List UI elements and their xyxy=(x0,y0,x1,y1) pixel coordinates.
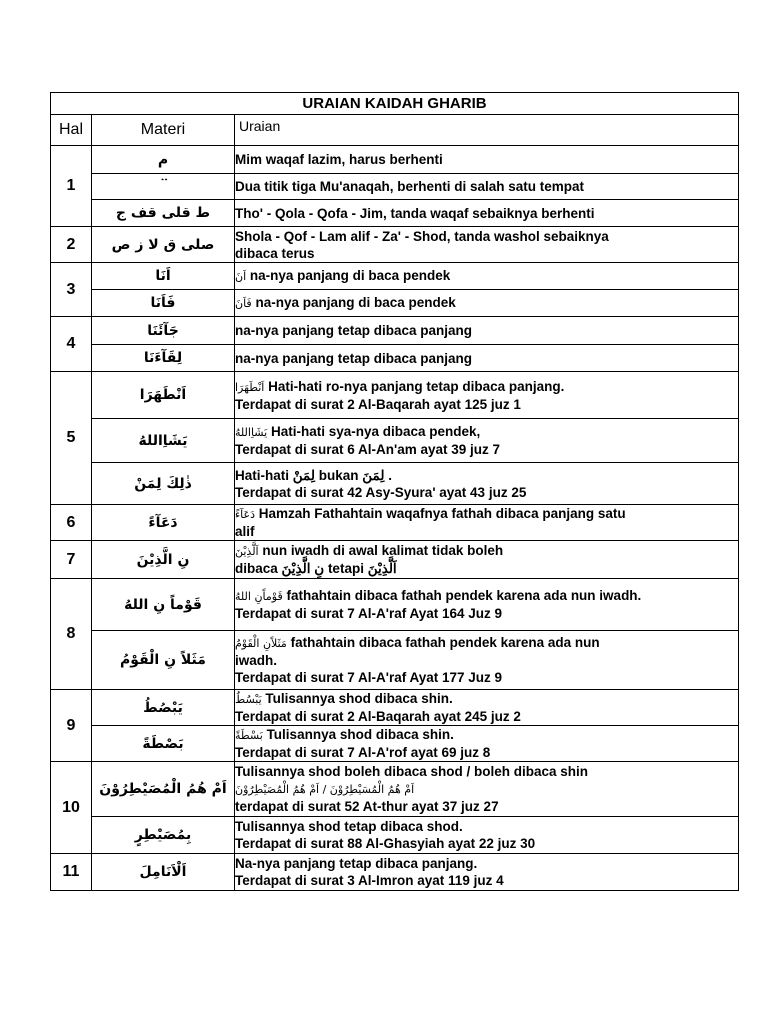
uraian-line xyxy=(235,855,738,872)
uraian-line xyxy=(235,228,738,245)
uraian-text: na-nya panjang tetap dibaca panjang xyxy=(235,323,473,338)
uraian-text: Terdapat di surat 6 Al-An'am ayat 39 juz 7 xyxy=(235,442,501,457)
uraian-line xyxy=(235,378,738,396)
uraian-cell xyxy=(235,200,739,227)
uraian-text: iwadh. xyxy=(235,653,278,668)
uraian-arabic: اَنَ xyxy=(235,270,247,283)
uraian-line xyxy=(235,560,738,577)
uraian-text: Shola - Qof - Lam alif - Za' - Shod, tanda washol sebaiknya xyxy=(235,228,609,244)
uraian-cell xyxy=(235,317,739,345)
uraian-text: dibaca terus xyxy=(235,245,315,261)
materi-arabic: بِمُصَيْطِرٍ xyxy=(92,817,235,854)
uraian-cell xyxy=(235,174,739,200)
uraian-cell xyxy=(235,726,739,762)
uraian-cell xyxy=(235,345,739,372)
uraian-cell xyxy=(235,227,739,263)
uraian-text: Tulisannya shod tetap dibaca shod. xyxy=(235,819,463,834)
hal-number: 4 xyxy=(51,317,92,372)
uraian-arabic: اَمْ هُمُ الْمُسَيْطِرُوْنَ / اَمْ هُمُ الْمُصَيْطِرُوْنَ xyxy=(235,783,415,796)
table-row xyxy=(51,317,739,345)
table-row xyxy=(51,505,739,541)
uraian-line xyxy=(235,605,738,622)
uraian-line xyxy=(235,763,738,780)
table-row xyxy=(51,690,739,726)
table-row xyxy=(51,817,739,854)
uraian-cell xyxy=(235,263,739,290)
uraian-line xyxy=(235,151,738,168)
uraian-text: Terdapat di surat 42 Asy-Syura' ayat 43 juz 25 xyxy=(235,484,527,500)
uraian-line xyxy=(235,523,738,540)
uraian-line xyxy=(235,205,738,222)
materi-arabic: اَلْاَنَامِلَ xyxy=(92,854,235,891)
materi-arabic: اَنْطَهَرَا xyxy=(92,372,235,419)
uraian-cell xyxy=(235,372,739,419)
uraian-cell xyxy=(235,762,739,817)
uraian-text: Tulisannya shod boleh dibaca shod / boleh dibaca shin xyxy=(235,764,589,779)
uraian-arabic: دَعَآءً xyxy=(235,508,255,521)
uraian-text: Tulisannya shod dibaca shin. xyxy=(265,691,453,706)
materi-arabic: يَبْصُطُ xyxy=(92,690,235,726)
uraian-text: Tulisannya shod dibaca shin. xyxy=(266,727,454,742)
uraian-line xyxy=(235,467,738,484)
uraian-line xyxy=(235,690,738,708)
uraian-text: Hamzah Fathahtain waqafnya fathah dibaca panjang satu xyxy=(258,506,626,521)
materi-arabic: اَمْ هُمُ الْمُصَيْطِرُوْنَ xyxy=(92,762,235,817)
materi-arabic: قَوْماً نِ اللهُ xyxy=(92,579,235,631)
table-row xyxy=(51,631,739,690)
uraian-text: Mim waqaf lazim, harus berhenti xyxy=(235,152,443,167)
uraian-cell xyxy=(235,690,739,726)
table-row xyxy=(51,174,739,200)
materi-arabic: فَاَنَا xyxy=(92,290,235,317)
header-materi: Materi xyxy=(92,115,235,146)
uraian-line xyxy=(235,423,738,441)
uraian-line xyxy=(235,872,738,889)
uraian-line xyxy=(235,726,738,744)
uraian-text: fathahtain dibaca fathah pendek karena ada nun xyxy=(290,635,600,650)
uraian-text: Na-nya panjang tetap dibaca panjang. xyxy=(235,856,478,871)
uraian-line xyxy=(235,322,738,339)
table-row xyxy=(51,579,739,631)
materi-arabic: يَشَاِاللهُ xyxy=(92,419,235,463)
uraian-text: na-nya panjang tetap dibaca panjang xyxy=(235,350,473,366)
hal-number: 7 xyxy=(51,541,92,579)
materi-arabic: نِ الَّذِيْنَ xyxy=(92,541,235,579)
uraian-line xyxy=(235,178,738,195)
table-row xyxy=(51,146,739,174)
uraian-text: na-nya panjang di baca pendek xyxy=(249,268,451,283)
uraian-line xyxy=(235,484,738,501)
uraian-text: Terdapat di surat 2 Al-Baqarah ayat 245 juz 2 xyxy=(235,709,521,724)
uraian-cell xyxy=(235,579,739,631)
uraian-line xyxy=(235,652,738,669)
uraian-line xyxy=(235,634,738,652)
uraian-cell xyxy=(235,146,739,174)
table-row xyxy=(51,726,739,762)
uraian-line xyxy=(235,744,738,761)
table-row xyxy=(51,227,739,263)
uraian-line xyxy=(235,587,738,605)
uraian-arabic: فَاَنَ xyxy=(235,297,252,310)
table-row xyxy=(51,463,739,505)
uraian-line xyxy=(235,835,738,852)
hal-number: 10 xyxy=(51,762,92,854)
materi-arabic: ذٰلِكَ لِمَنْ xyxy=(92,463,235,505)
uraian-line xyxy=(235,245,738,262)
table-body xyxy=(51,146,739,891)
uraian-text: terdapat di surat 52 At-thur ayat 37 juz 27 xyxy=(235,799,499,814)
table-row xyxy=(51,762,739,817)
uraian-arabic: مَثَلاًنِ الْقَوْمُ xyxy=(235,637,287,650)
table-row xyxy=(51,419,739,463)
uraian-text: Hati-hati sya-nya dibaca pendek, xyxy=(270,424,481,439)
uraian-text: Terdapat di surat 2 Al-Baqarah ayat 125 juz 1 xyxy=(235,396,521,412)
uraian-text: alif xyxy=(235,524,255,539)
uraian-cell xyxy=(235,505,739,541)
uraian-text: Terdapat di surat 88 Al-Ghasyiah ayat 22 juz 30 xyxy=(235,836,536,851)
uraian-line xyxy=(235,396,738,413)
uraian-text: fathahtain dibaca fathah pendek karena ada nun iwadh. xyxy=(286,588,642,603)
materi-arabic: م xyxy=(92,146,235,174)
uraian-line xyxy=(235,798,738,815)
uraian-line xyxy=(235,294,738,312)
uraian-text: Hati-hati ro-nya panjang tetap dibaca panjang. xyxy=(268,378,565,394)
table-row xyxy=(51,372,739,419)
hal-number: 5 xyxy=(51,372,92,505)
materi-arabic: لِقَآءَنَا xyxy=(92,345,235,372)
hal-number: 11 xyxy=(51,854,92,891)
materi-arabic: جَآئَنَا xyxy=(92,317,235,345)
table-row xyxy=(51,290,739,317)
uraian-arabic: قَوْماًنِ اللهُ xyxy=(235,590,283,603)
table-row xyxy=(51,345,739,372)
uraian-line xyxy=(235,441,738,458)
uraian-text: Terdapat di surat 7 Al-A'rof ayat 69 juz 8 xyxy=(235,745,491,760)
uraian-arabic: اَنْطَهَرَا xyxy=(235,380,265,394)
uraian-text: nun iwadh di awal kalimat tidak boleh xyxy=(262,543,504,558)
uraian-text: dibaca نِ الَّذِيْنَ tetapi اَلَّذِيْنَ xyxy=(235,561,397,576)
materi-arabic: مَثَلاً نِ الْقَوْمُ xyxy=(92,631,235,690)
table-row xyxy=(51,200,739,227)
uraian-cell xyxy=(235,817,739,854)
materi-arabic: بَصْطَةً xyxy=(92,726,235,762)
materi-arabic: صلى ق لا ز ص xyxy=(92,227,235,263)
uraian-line xyxy=(235,505,738,523)
kaidah-gharib-table xyxy=(50,92,739,891)
uraian-line xyxy=(235,818,738,835)
materi-arabic: دَعَآءً xyxy=(92,505,235,541)
header-hal: Hal xyxy=(51,115,92,146)
table-title: URAIAN KAIDAH GHARIB xyxy=(51,93,739,115)
uraian-text: Terdapat di surat 7 Al-A'raf Ayat 164 Juz 9 xyxy=(235,606,503,621)
hal-number: 3 xyxy=(51,263,92,317)
materi-arabic: اَنَا xyxy=(92,263,235,290)
hal-number: 6 xyxy=(51,505,92,541)
uraian-arabic: يَشَاِاللهُ xyxy=(235,426,268,439)
uraian-text: Hati-hati لِمَنْ bukan لِمَنَ . xyxy=(235,467,392,483)
uraian-text: na-nya panjang di baca pendek xyxy=(255,295,456,310)
table-row xyxy=(51,541,739,579)
uraian-line xyxy=(235,350,738,367)
materi-arabic: ط قلى قف ج xyxy=(92,200,235,227)
uraian-arabic: يَبْسُطُ xyxy=(235,693,262,706)
uraian-line xyxy=(235,669,738,686)
uraian-cell xyxy=(235,854,739,891)
uraian-line xyxy=(235,708,738,725)
hal-number: 2 xyxy=(51,227,92,263)
header-uraian: Uraian xyxy=(235,115,739,146)
uraian-arabic: بَسْطَةً xyxy=(235,729,263,742)
uraian-text: Terdapat di surat 3 Al-Imron ayat 119 juz 4 xyxy=(235,873,504,888)
uraian-text: Dua titik tiga Mu'anaqah, berhenti di salah satu tempat xyxy=(235,179,585,194)
uraian-cell xyxy=(235,541,739,579)
uraian-cell xyxy=(235,419,739,463)
uraian-cell xyxy=(235,290,739,317)
table-row xyxy=(51,854,739,891)
uraian-text: Tho' - Qola - Qofa - Jim, tanda waqaf sebaiknya berhenti xyxy=(235,205,595,221)
uraian-line xyxy=(235,542,738,560)
materi-arabic: ۛ ۛ xyxy=(92,174,235,200)
table-row xyxy=(51,263,739,290)
hal-number: 9 xyxy=(51,690,92,762)
hal-number: 8 xyxy=(51,579,92,690)
uraian-text: Terdapat di surat 7 Al-A'raf Ayat 177 Juz 9 xyxy=(235,670,503,685)
uraian-cell xyxy=(235,463,739,505)
uraian-arabic: اَلَّذِيْنَ xyxy=(235,545,259,558)
uraian-line xyxy=(235,780,738,798)
hal-number: 1 xyxy=(51,146,92,227)
uraian-line xyxy=(235,267,738,285)
uraian-cell xyxy=(235,631,739,690)
